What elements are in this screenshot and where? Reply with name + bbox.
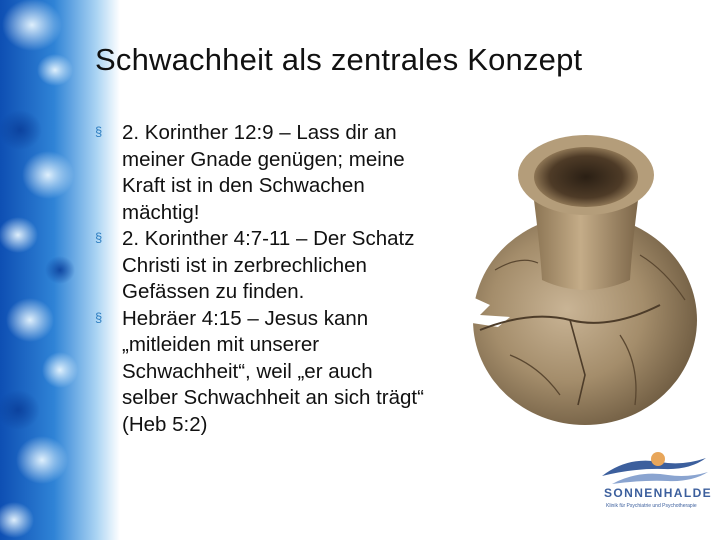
bullet-marker-icon: § (95, 124, 103, 139)
slide-title: Schwachheit als zentrales Konzept (95, 42, 583, 77)
bullet-text: 2. Korinther 4:7-11 – Der Schatz Christi ist in zerbrechlichen Gefässen zu finden. (122, 227, 415, 303)
clay-vase-picture (450, 105, 720, 435)
bullet-item (95, 226, 430, 306)
bullet-list (95, 120, 430, 438)
bullet-item (95, 306, 430, 439)
bullet-marker-icon: § (95, 309, 103, 325)
bullet-text: 2. Korinther 12:9 – Lass dir an meiner Gnade genügen; meine Kraft ist in den Schwachen mächtig! (122, 121, 405, 224)
logo-wordmark: SONNENHALDE (604, 486, 713, 500)
bullet-text: Hebräer 4:15 – Jesus kann „mitleiden mit unserer Schwachheit“, weil „er auch selber Schwachheit an sich trägt“ (Heb 5:2) (122, 306, 424, 436)
bullet-marker-icon: § (95, 230, 103, 245)
logo-subtitle: Klinik für Psychiatrie und Psychotherapie (606, 503, 697, 509)
bullet-item (95, 120, 430, 226)
